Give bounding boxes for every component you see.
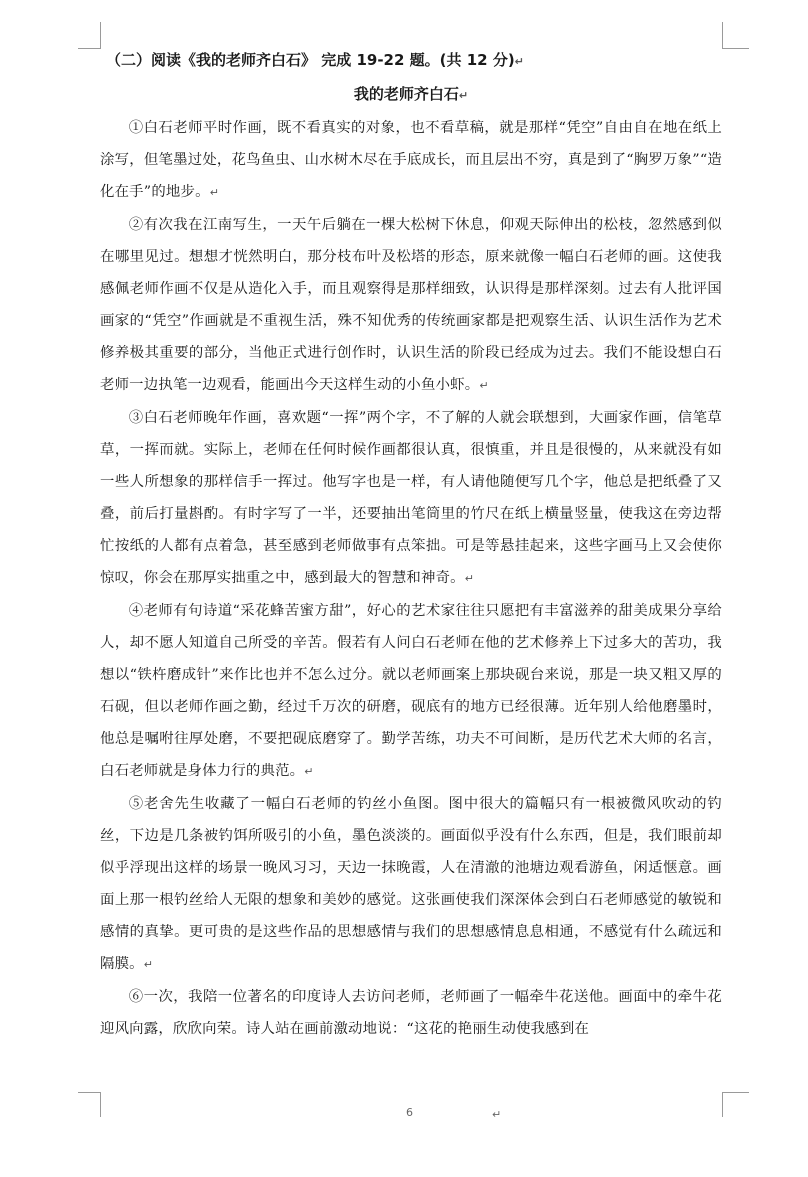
crop-mark-top-right bbox=[722, 22, 749, 49]
page-number: 6 bbox=[406, 1106, 413, 1119]
paragraph-mark-icon: ↵ bbox=[458, 89, 469, 102]
paragraph-mark-icon: ↵ bbox=[143, 958, 154, 971]
paragraph-1: ①白石老师平时作画，既不看真实的对象，也不看草稿，就是那样“凭空”自由自在地在纸上涂写，但笔墨过处，花鸟鱼虫、山水树木尽在手底成长，而且层出不穷，真是到了“胸罗万象”“造化在手”的地步。↵ bbox=[100, 120, 722, 200]
paragraph-mark-icon: ↵ bbox=[464, 572, 475, 585]
paragraph-mark-icon: ↵ bbox=[514, 55, 524, 68]
page-footer bbox=[0, 1106, 808, 1126]
paragraph-mark-icon: ↵ bbox=[479, 379, 489, 392]
paragraph-5: ⑤老舍先生收藏了一幅白石老师的钓丝小鱼图。图中很大的篇幅只有一根被微风吹动的钓丝，下边是几条被钓饵所吸引的小鱼，墨色淡淡的。画面似乎没有什么东西，但是，我们眼前却似乎浮现出这样的场景一晚风习习，天边一抹晚霞，人在清澈的池塘边观看游鱼，闲适惬意。画面上那一根钓丝给人无限的想象和美妙的感觉。这张画使我们深深体会到白石老师感觉的敏锐和感情的真挚。更可贵的是这些作品的思想感情与我们的思想感情息息相通，不感觉有什么疏远和隔膜。↵ bbox=[100, 796, 722, 972]
paragraph-mark-icon: ↵ bbox=[492, 1108, 502, 1121]
section-heading: （二）阅读《我的老师齐白石》 完成 19-22 题。(共 12 分)↵ bbox=[106, 51, 524, 69]
paragraph-2: ②有次我在江南写生，一天午后躺在一棵大松树下休息，仰观天际伸出的松枝，忽然感到似在哪里见过。想想才恍然明白，那分枝布叶及松塔的形态，原来就像一幅白石老师的画。这使我感佩老师作画不仅是从造化入手，而且观察得是那样细致，认识得是那样深刻。过去有人批评国画家的“凭空”作画就是不重视生活，殊不知优秀的传统画家都是把观察生活、认识生活作为艺术修养极其重要的部分，当他正式进行创作时，认识生活的阶段已经成为过去。我们不能设想白石老师一边执笔一边观看，能画出今天这样生动的小鱼小虾。↵ bbox=[100, 217, 722, 393]
crop-mark-top-left bbox=[78, 22, 101, 49]
paragraph-4: ④老师有句诗道“采花蜂苦蜜方甜”，好心的艺术家往往只愿把有丰富滋养的甜美成果分享给人，却不愿人知道自己所受的辛苦。假若有人问白石老师在他的艺术修养上下过多大的苦功，我想以“铁杵磨成针”来作比也并不怎么过分。就以老师画案上那块砚台来说，那是一块又粗又厚的石砚，但以老师作画之勤，经过千万次的研磨，砚底有的地方已经很薄。近年别人给他磨墨时，他总是嘱咐往厚处磨，不要把砚底磨穿了。勤学苦练，功夫不可间断，是历代艺术大师的名言，白石老师就是身体力行的典范。↵ bbox=[100, 603, 722, 779]
paragraph-6: ⑥一次，我陪一位著名的印度诗人去访问老师，老师画了一幅牵牛花送他。画面中的牵牛花迎风向露，欣欣向荣。诗人站在画前激动地说：“这花的艳丽生动使我感到在 bbox=[100, 989, 722, 1037]
paragraph-mark-icon: ↵ bbox=[304, 765, 314, 778]
paragraph-3: ③白石老师晚年作画，喜欢题“一挥”两个字，不了解的人就会联想到，大画家作画，信笔草草，一挥而就。实际上，老师在任何时候作画都很认真，很慎重，并且是很慢的，从来就没有如一些人所想象的那样信手一挥过。他写字也是一样，有人请他随便写几个字，他总是把纸叠了又叠，前后打量斟酌。有时字写了一半，还要抽出笔筒里的竹尺在纸上横量竖量，使我这在旁边帮忙按纸的人都有点着急，甚至感到老师做事有点笨拙。可是等悬挂起来，这些字画马上又会使你惊叹，你会在那厚实拙重之中，感到最大的智慧和神奇。↵ bbox=[100, 410, 722, 586]
paragraph-mark-icon: ↵ bbox=[209, 186, 220, 199]
article-title: 我的老师齐白石↵ bbox=[353, 85, 469, 103]
document-body[interactable] bbox=[100, 48, 722, 1045]
